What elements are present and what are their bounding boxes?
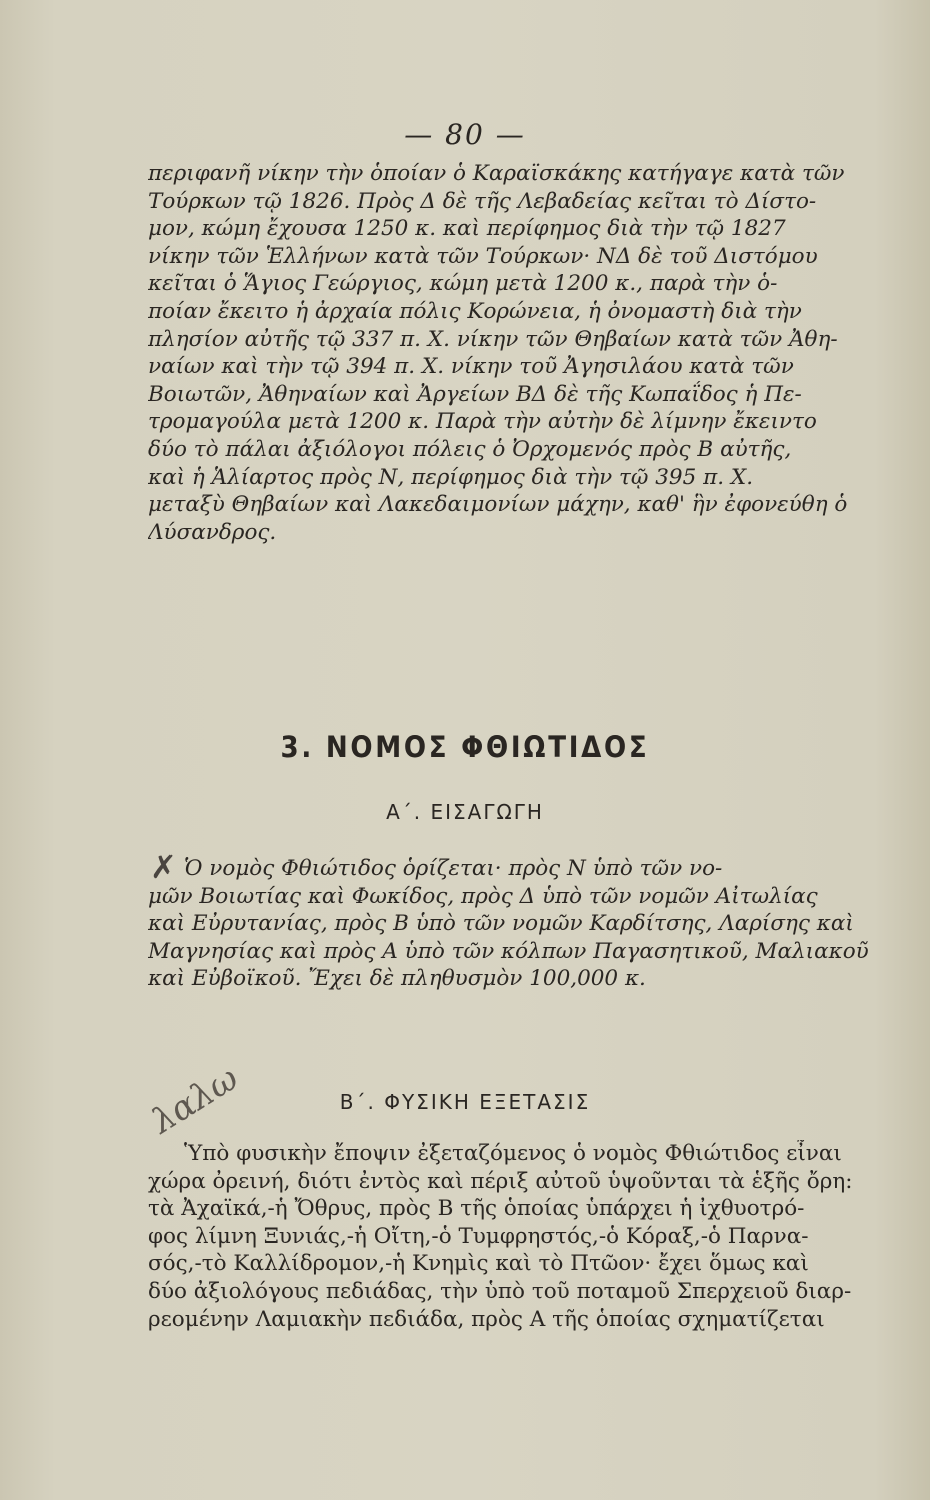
text-line: Ὁ νομὸς Φθιώτιδος ὁρίζεται· πρὸς Ν ὑπὸ τῶν νο- [184,856,723,881]
text-line: καὶ Εὐρυτανίας, πρὸς Β ὑπὸ τῶν νομῶν Καρδίτσης, Λαρίσης καὶ [148,911,854,937]
text-line: Λύσανδρος. [148,519,277,545]
text-line: περιφανῆ νίκην τὴν ὁποίαν ὁ Καραϊσκάκης κατήγαγε κατὰ τῶν [148,161,845,186]
text-line: δύο ἀξιολόγους πεδιάδας, τὴν ὑπὸ τοῦ ποταμοῦ Σπερχειοῦ διαρ- [148,1278,852,1304]
subsection-heading-introduction: Α΄. ΕΙΣΑΓΩΓΗ [386,800,544,824]
pencil-mark-icon: ✗ [150,848,177,886]
text-line: τρομαγούλα μετὰ 1200 κ. Παρὰ τὴν αὐτὴν δὲ λίμνην ἔκειντο [148,409,817,435]
text-line: ρεομένην Λαμιακὴν πεδιάδα, πρὸς Α τῆς ὁποίας σχηματίζεται [148,1306,825,1332]
subsection-heading-physical: Β΄. ΦΥΣΙΚΗ ΕΞΕΤΑΣΙΣ [339,1090,591,1114]
text-line: Ὑπὸ φυσικὴν ἔποψιν ἐξεταζόμενος ὁ νομὸς Φθιώτιδος εἶναι [184,1141,842,1166]
text-line: καὶ Εὐβοϊκοῦ. Ἔχει δὲ πληθυσμὸν 100,000 κ. [148,966,646,992]
page-number: — 80 — [404,118,526,151]
text-line: καὶ ἡ Ἁλίαρτος πρὸς Ν, περίφημος διὰ τὴν τῷ 395 π. Χ. [148,464,754,490]
text-line: Τούρκων τῷ 1826. Πρὸς Δ δὲ τῆς Λεβαδείας κεῖται τὸ Δίστο- [148,188,817,214]
text-line: τὰ Ἀχαϊκά,-ἡ Ὄθρυς, πρὸς Β τῆς ὁποίας ὑπάρχει ἡ ἰχθυοτρό- [148,1196,805,1222]
section-title: 3. ΝΟΜΟΣ ΦΘΙΩΤΙΔΟΣ [280,730,650,764]
text-line: μον, κώμη ἔχουσα 1250 κ. καὶ περίφημος διὰ τὴν τῷ 1827 [148,216,786,242]
handwritten-annotation: λαλω [144,1058,246,1142]
text-line: ποίαν ἔκειτο ἡ ἀρχαία πόλις Κορώνεια, ἡ ὀνομαστὴ διὰ τὴν [148,298,802,324]
text-line: χώρα ὀρεινή, διότι ἐντὸς καὶ πέριξ αὐτοῦ ὑψοῦνται τὰ ἑξῆς ὄρη: [148,1168,853,1194]
text-line: νίκην τῶν Ἑλλήνων κατὰ τῶν Τούρκων· ΝΔ δὲ τοῦ Διστόμου [148,243,818,269]
text-line: φος λίμνη Ξυνιάς,-ἡ Οἴτη,-ὁ Τυμφρηστός,-ὁ Κόραξ,-ὁ Παρνα- [148,1223,809,1249]
text-line: μῶν Βοιωτίας καὶ Φωκίδος, πρὸς Δ ὑπὸ τῶν νομῶν Αἰτωλίας [148,883,818,909]
text-line: Μαγνησίας καὶ πρὸς Α ὑπὸ τῶν κόλπων Παγασητικοῦ, Μαλιακοῦ [148,938,869,964]
paragraph-1 [148,160,908,546]
text-line: ναίων καὶ τὴν τῷ 394 π. Χ. νίκην τοῦ Ἀγησιλάου κατὰ τῶν [148,354,794,380]
text-line: μεταξὺ Θηβαίων καὶ Λακεδαιμονίων μάχην, καθ' ἣν ἐφονεύθη ὁ [148,492,848,518]
text-line: δύο τὸ πάλαι ἀξιόλογοι πόλεις ὁ Ὀρχομενός πρὸς Β αὐτῆς, [148,436,792,462]
paragraph-3 [148,1140,908,1333]
text-line: κεῖται ὁ Ἅγιος Γεώργιος, κώμη μετὰ 1200 κ., παρὰ τὴν ὁ- [148,271,778,297]
paragraph-2 [148,855,908,993]
text-line: Βοιωτῶν, Ἀθηναίων καὶ Ἀργείων ΒΔ δὲ τῆς Κωπαΐδος ἡ Πε- [148,381,802,407]
text-line: πλησίον αὐτῆς τῷ 337 π. Χ. νίκην τῶν Θηβαίων κατὰ τῶν Ἀθη- [148,326,838,352]
text-line: σός,-τὸ Καλλίδρομον,-ἡ Κνημὶς καὶ τὸ Πτῶον· ἔχει ὅμως καὶ [148,1251,809,1277]
